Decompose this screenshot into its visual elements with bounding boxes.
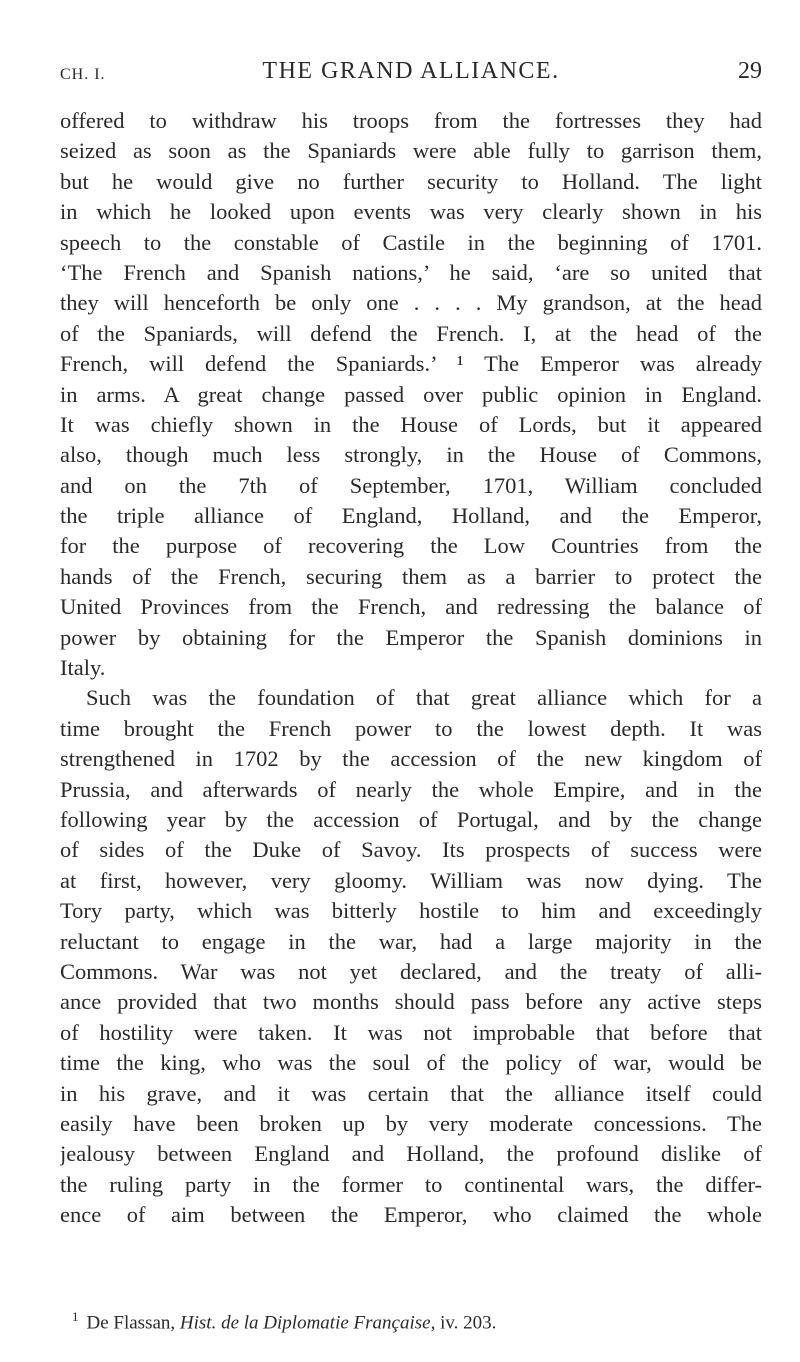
text-line: also, though much less strongly, in the House of Commons, xyxy=(60,442,762,468)
text-line: for the purpose of recovering the Low Countries from the xyxy=(60,533,762,559)
text-line: It was chiefly shown in the House of Lords, but it appeared xyxy=(60,411,762,437)
paragraph-start-line: Such was the foundation of that great alliance which for a xyxy=(86,685,762,711)
running-head xyxy=(60,58,762,94)
text-line: seized as soon as the Spaniards were able fully to garrison them, xyxy=(60,138,762,164)
text-line: French, will defend the Spaniards.’ ¹ The Emperor was already xyxy=(60,351,762,377)
text-line: in his grave, and it was certain that the alliance itself could xyxy=(60,1080,762,1106)
footnote-author: De Flassan, xyxy=(86,1312,176,1334)
text-line: United Provinces from the French, and redressing the balance of xyxy=(60,594,762,620)
paragraph-end-line: Italy. xyxy=(60,655,106,681)
text-line: ance provided that two months should pass before any active steps xyxy=(60,989,762,1015)
text-line: at first, however, very gloomy. William was now dying. The xyxy=(60,867,762,893)
page-number: 29 xyxy=(738,58,762,84)
text-line: the ruling party in the former to continental wars, the differ- xyxy=(60,1171,762,1197)
text-line: Prussia, and afterwards of nearly the whole Empire, and in the xyxy=(60,776,762,802)
text-line: time brought the French power to the lowest depth. It was xyxy=(60,715,762,741)
text-line: ence of aim between the Emperor, who claimed the whole xyxy=(60,1202,762,1228)
text-line: power by obtaining for the Emperor the Spanish dominions in xyxy=(60,624,762,650)
body-text xyxy=(60,106,762,1230)
text-line: the triple alliance of England, Holland, and the Emperor, xyxy=(60,503,762,529)
text-line: ‘The French and Spanish nations,’ he said, ‘are so united that xyxy=(60,259,762,285)
text-line: reluctant to engage in the war, had a large majority in the xyxy=(60,928,762,954)
footnote-work-title: Hist. de la Diplomatie Française, xyxy=(179,1312,436,1334)
text-line: Commons. War was not yet declared, and the treaty of alli- xyxy=(60,958,762,984)
text-line: jealousy between England and Holland, the profound dislike of xyxy=(60,1141,762,1167)
text-line: in which he looked upon events was very clearly shown in his xyxy=(60,199,762,225)
text-line: strengthened in 1702 by the accession of the new kingdom of xyxy=(60,746,762,772)
text-line: in arms. A great change passed over public opinion in England. xyxy=(60,381,762,407)
text-line: following year by the accession of Portugal, and by the change xyxy=(60,806,762,832)
footnote-location: iv. 203. xyxy=(440,1312,497,1334)
text-line: they will henceforth be only one . . . . My grandson, at the head xyxy=(60,290,762,316)
text-line: of the Spaniards, will defend the French. I, at the head of the xyxy=(60,320,762,346)
footnote-marker: 1 xyxy=(72,1309,79,1324)
text-line: and on the 7th of September, 1701, William concluded xyxy=(60,472,762,498)
text-line: time the king, who was the soul of the policy of war, would be xyxy=(60,1050,762,1076)
footnote xyxy=(60,1304,762,1336)
text-line: easily have been broken up by very moderate concessions. The xyxy=(60,1110,762,1136)
text-line: offered to withdraw his troops from the fortresses they had xyxy=(60,108,762,133)
text-line: of sides of the Duke of Savoy. Its prospects of success were xyxy=(60,837,762,863)
text-line: of hostility were taken. It was not improbable that before that xyxy=(60,1019,762,1045)
text-line: speech to the constable of Castile in the beginning of 1701. xyxy=(60,229,762,255)
running-title: THE GRAND ALLIANCE. xyxy=(262,58,560,84)
chapter-label: CH. I. xyxy=(60,66,106,83)
text-line: Tory party, which was bitterly hostile to him and exceedingly xyxy=(60,898,762,924)
text-line: but he would give no further security to Holland. The light xyxy=(60,168,762,194)
text-line: hands of the French, securing them as a barrier to protect the xyxy=(60,563,762,589)
